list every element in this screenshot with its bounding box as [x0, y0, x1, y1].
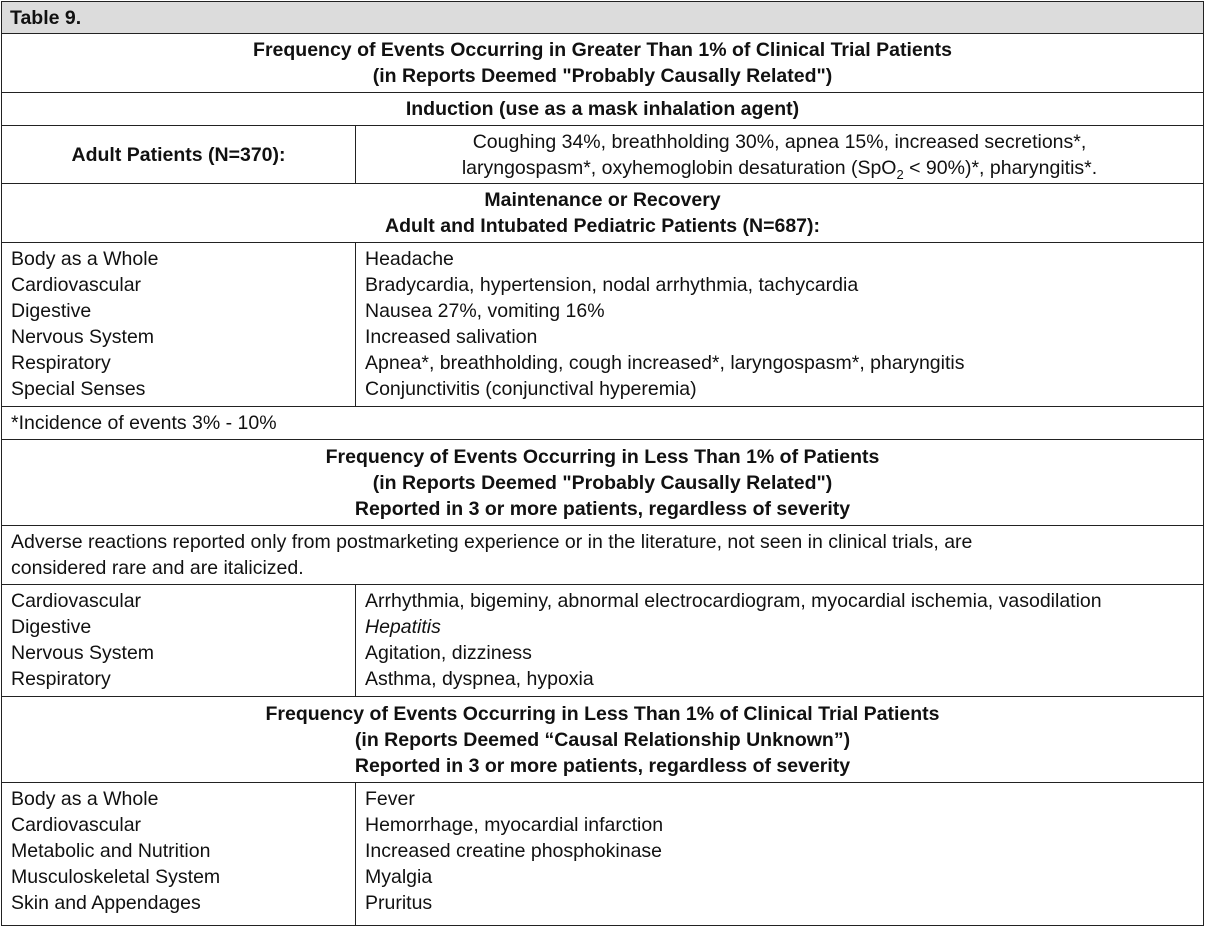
event-list: Agitation, dizziness — [365, 642, 532, 664]
induction-events-line: Coughing 34%, breathholding 30%, apnea 15%, increased secretions*, — [472, 130, 1087, 153]
causal-unknown-events-row — [2, 783, 1204, 926]
heading-line: Frequency of Events Occurring in Less Than 1% of Clinical Trial Patients — [265, 702, 940, 725]
body-system: Skin and Appendages — [11, 892, 201, 914]
body-system: Body as a Whole — [11, 248, 159, 270]
less-than-1-events-row — [2, 585, 1204, 697]
induction-adult-label: Adult Patients (N=370): — [2, 126, 356, 184]
heading-line: Maintenance or Recovery — [484, 189, 721, 211]
section-greater-than-1-header-row — [2, 34, 1204, 93]
heading-line: (in Reports Deemed “Causal Relationship Unknown”) — [354, 728, 851, 751]
event-list: Fever — [365, 788, 415, 810]
less-than-1-events-cell — [356, 585, 1204, 697]
heading-line: Frequency of Events Occurring in Greater Than 1% of Clinical Trial Patients — [253, 39, 952, 61]
body-system: Metabolic and Nutrition — [11, 840, 211, 862]
induction-adult-events — [356, 126, 1204, 184]
event-list: Nausea 27%, vomiting 16% — [365, 300, 605, 322]
table-title-row — [2, 2, 1204, 34]
maintenance-header-row — [2, 184, 1204, 243]
heading-line: (in Reports Deemed "Probably Causally Related") — [372, 65, 833, 87]
event-list: Bradycardia, hypertension, nodal arrhythmia, tachycardia — [365, 274, 859, 296]
body-system: Cardiovascular — [11, 590, 142, 612]
body-system: Digestive — [11, 300, 92, 322]
body-system: Special Senses — [11, 378, 146, 400]
italic-rare-event: Hepatitis — [365, 616, 441, 638]
section-causal-unknown-header-row — [2, 697, 1204, 783]
event-list: Pruritus — [365, 892, 433, 914]
causal-unknown-systems-cell — [2, 783, 356, 926]
maintenance-heading — [2, 184, 1204, 243]
body-system: Nervous System — [11, 326, 155, 348]
body-system: Musculoskeletal System — [11, 866, 221, 888]
section-causal-unknown-heading — [2, 697, 1204, 783]
event-list: Hemorrhage, myocardial infarction — [365, 814, 664, 836]
event-list: Arrhythmia, bigeminy, abnormal electrocardiogram, myocardial ischemia, vasodilation — [365, 590, 1102, 612]
event-list: Increased salivation — [365, 326, 538, 348]
body-system: Cardiovascular — [11, 814, 142, 836]
postmarketing-note-row — [2, 526, 1204, 585]
induction-events-line — [365, 155, 1194, 181]
section-less-than-1-heading — [2, 440, 1204, 526]
heading-line: Reported in 3 or more patients, regardless of severity — [354, 497, 851, 520]
event-list: Asthma, dyspnea, hypoxia — [365, 668, 594, 690]
body-system: Body as a Whole — [11, 788, 159, 810]
postmarketing-note — [2, 526, 1204, 585]
adverse-events-table — [1, 1, 1204, 926]
maintenance-events-cell — [356, 243, 1204, 407]
induction-events-text: < 90%)*, pharyngitis*. — [903, 156, 1098, 179]
induction-events-text: laryngospasm*, oxyhemoglobin desaturation (SpO — [461, 156, 897, 179]
event-list: Increased creatine phosphokinase — [365, 840, 663, 862]
event-list: Headache — [365, 248, 454, 270]
induction-adult-row — [2, 126, 1204, 184]
section-greater-than-1-heading — [2, 34, 1204, 93]
note-line: considered rare and are italicized. — [11, 557, 304, 579]
body-system: Digestive — [11, 616, 92, 638]
body-system: Nervous System — [11, 642, 155, 664]
subscript-2: 2 — [896, 166, 904, 182]
heading-line: (in Reports Deemed "Probably Causally Related") — [372, 471, 833, 494]
induction-header-row — [2, 93, 1204, 126]
body-system: Cardiovascular — [11, 274, 142, 296]
causal-unknown-events-cell — [356, 783, 1204, 926]
table-label: Table 9. — [2, 2, 1204, 34]
maintenance-events-row — [2, 243, 1204, 407]
maintenance-systems-cell — [2, 243, 356, 407]
footnote-row — [2, 407, 1204, 440]
heading-line: Adult and Intubated Pediatric Patients (N=687): — [384, 215, 821, 237]
less-than-1-systems-cell — [2, 585, 356, 697]
section-less-than-1-header-row — [2, 440, 1204, 526]
heading-line: Reported in 3 or more patients, regardless of severity — [354, 754, 851, 777]
body-system: Respiratory — [11, 352, 111, 374]
heading-line: Frequency of Events Occurring in Less Than 1% of Patients — [325, 445, 880, 468]
incidence-footnote: *Incidence of events 3% - 10% — [2, 407, 1204, 440]
body-system: Respiratory — [11, 668, 111, 690]
adverse-events-table-document — [1, 1, 1203, 925]
event-list: Myalgia — [365, 866, 433, 888]
event-list: Apnea*, breathholding, cough increased*, laryngospasm*, pharyngitis — [365, 352, 965, 374]
event-list — [365, 614, 1194, 640]
note-line: Adverse reactions reported only from postmarketing experience or in the literature, not seen in clinical trials, are — [11, 531, 973, 553]
event-list: Conjunctivitis (conjunctival hyperemia) — [365, 378, 697, 400]
induction-heading: Induction (use as a mask inhalation agent) — [2, 93, 1204, 126]
